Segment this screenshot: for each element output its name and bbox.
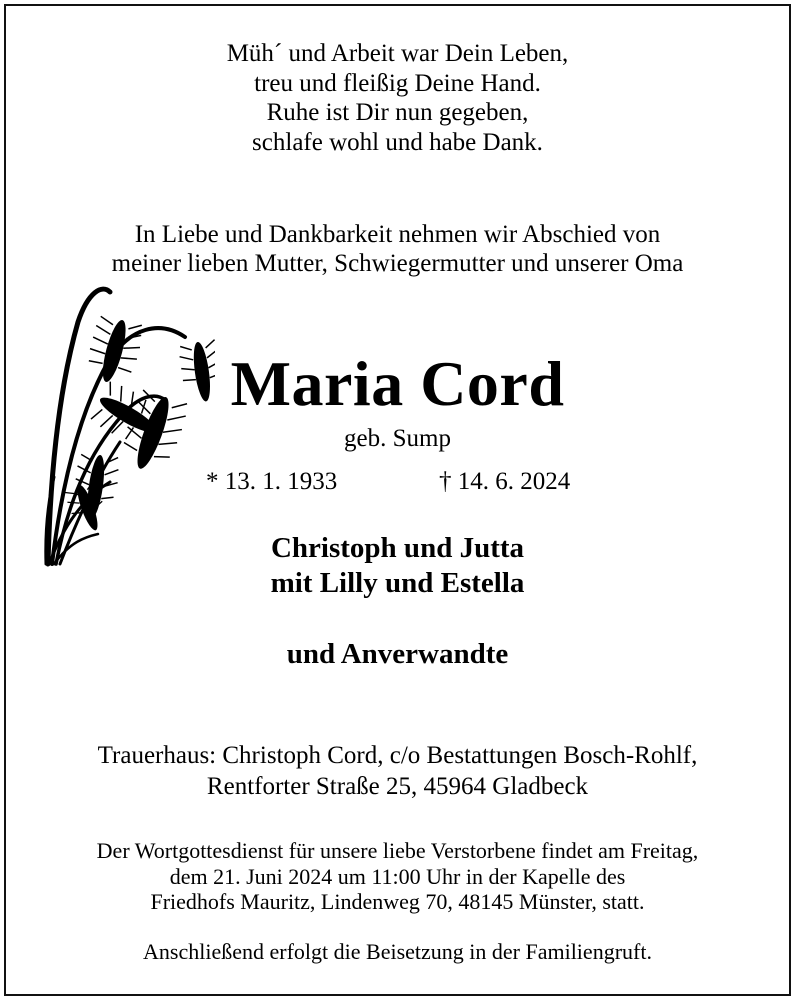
service-line: dem 21. Juni 2024 um 11:00 Uhr in der Kapelle des (169, 864, 626, 889)
death-date: † 14. 6. 2024 (439, 468, 571, 495)
service-line: Der Wortgottesdienst für unsere liebe Verstorbene findet am Freitag, (96, 838, 699, 863)
relatives-line: und Anverwandte (286, 638, 509, 670)
family-line: Christoph und Jutta (270, 532, 525, 564)
intro-line: In Liebe und Dankbarkeit nehmen wir Abschied von (134, 221, 661, 248)
deceased-name: Maria Cord (230, 348, 565, 419)
birth-date: * 13. 1. 1933 (206, 468, 338, 495)
maiden-name: geb. Sump (344, 425, 451, 452)
service-line: Friedhofs Mauritz, Lindenweg 70, 48145 Münster, statt. (150, 889, 645, 914)
poem-line: Müh´ und Arbeit war Dein Leben, (226, 40, 569, 67)
mourning-house-line: Rentforter Straße 25, 45964 Gladbeck (206, 773, 589, 800)
mourning-house-line: Trauerhaus: Christoph Cord, c/o Bestattungen Bosch-Rohlf, (97, 742, 698, 769)
burial-note: Anschließend erfolgt die Beisetzung in der Familiengruft. (143, 939, 652, 964)
poem-line: Ruhe ist Dir nun gegeben, (266, 99, 529, 126)
poem-line: schlafe wohl und habe Dank. (252, 129, 543, 156)
poem-line: treu und fleißig Deine Hand. (254, 70, 541, 97)
family-line: mit Lilly und Estella (270, 567, 525, 599)
intro-line: meiner lieben Mutter, Schwiegermutter und unserer Oma (111, 250, 684, 277)
